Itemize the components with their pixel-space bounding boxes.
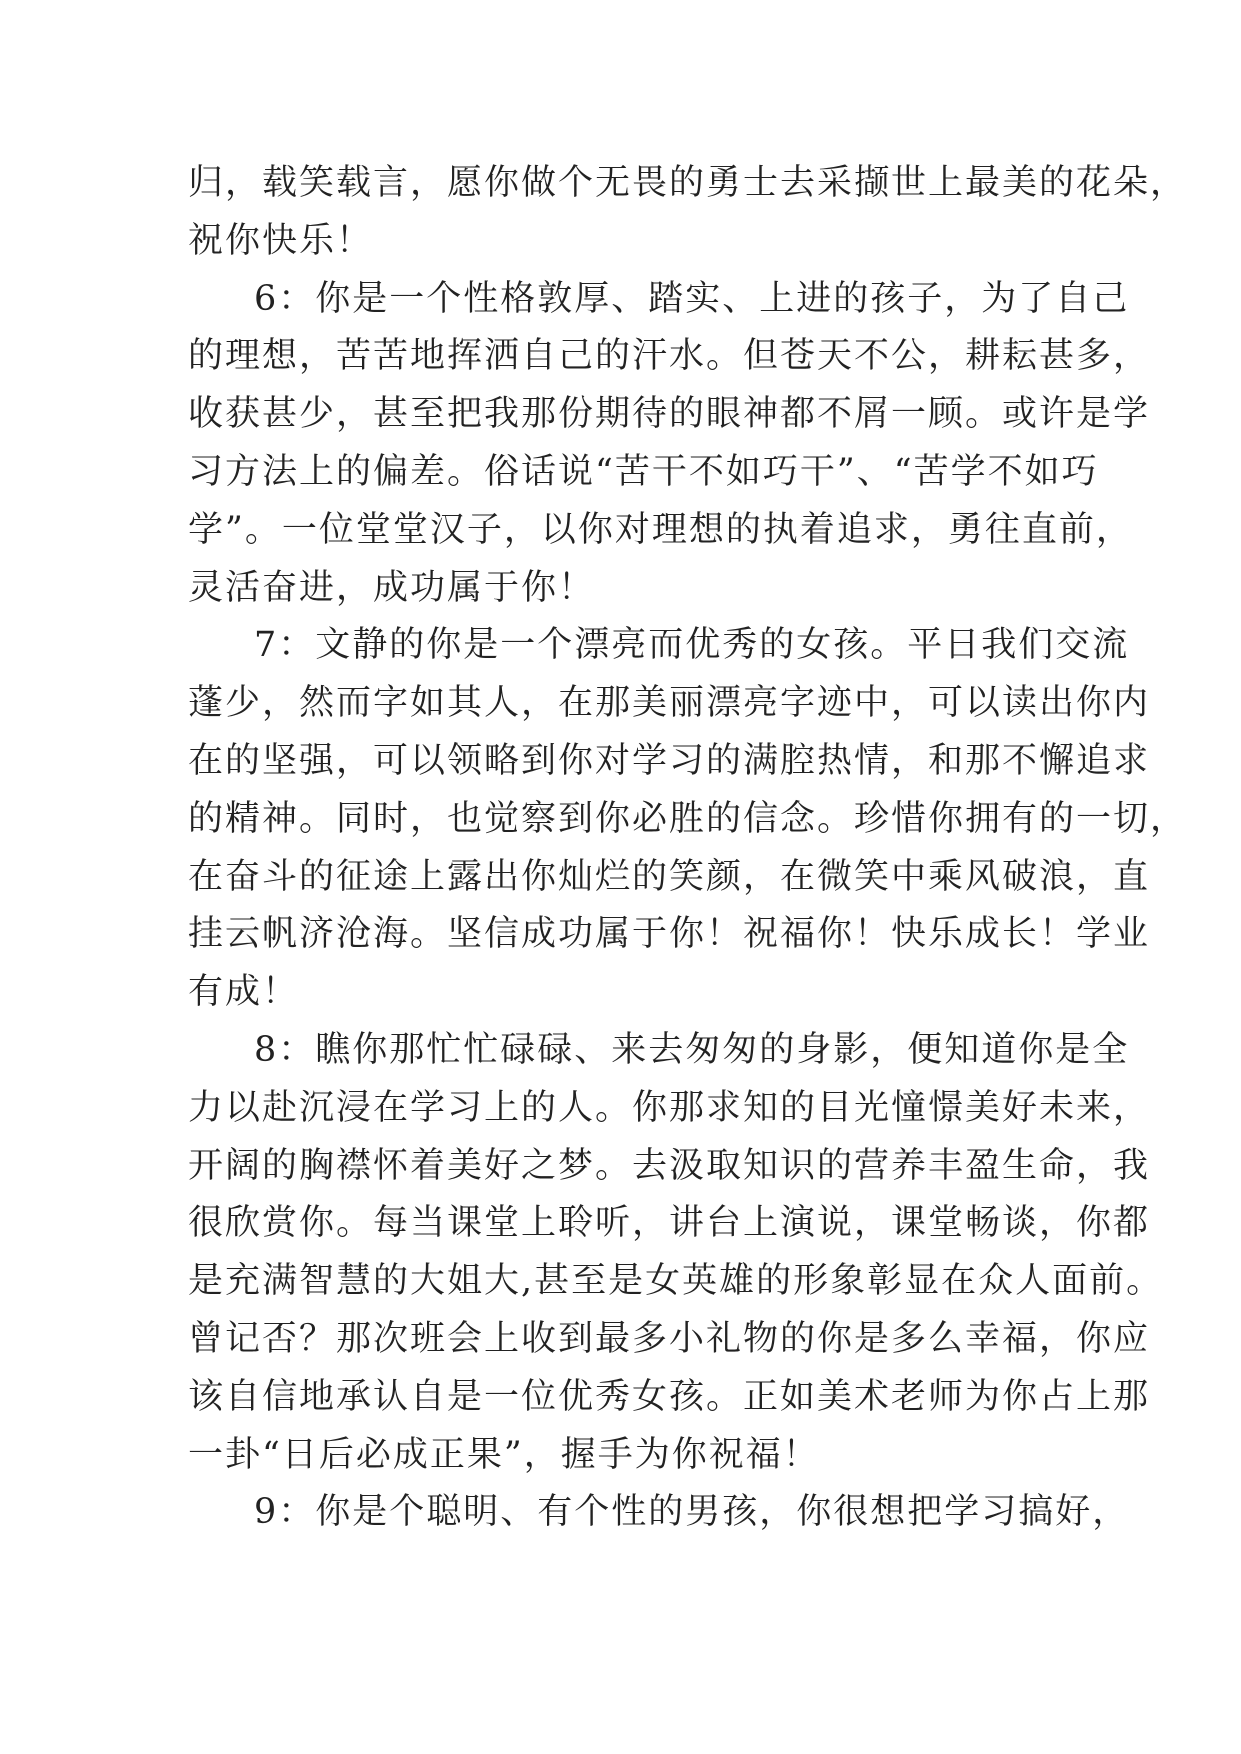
text-line: 蓬少，然而字如其人，在那美丽漂亮字迹中，可以读出你内 bbox=[188, 683, 1151, 724]
text-line: 该自信地承认自是一位优秀女孩。正如美术老师为你占上那 bbox=[188, 1376, 1151, 1417]
paragraph-start-line: 6：你是一个性格敦厚、踏实、上进的孩子，为了自己 bbox=[254, 278, 1130, 319]
text-line: 收获甚少，甚至把我那份期待的眼神都不屑一顾。或许是学 bbox=[188, 394, 1151, 435]
body-text bbox=[188, 155, 1188, 1542]
text-line: 是充满智慧的大姐大,甚至是女英雄的形象彰显在众人面前。 bbox=[188, 1261, 1164, 1302]
text-line: 祝你快乐！ bbox=[188, 220, 374, 261]
text-line: 的精神。同时，也觉察到你必胜的信念。珍惜你拥有的一切， bbox=[188, 798, 1188, 839]
text-line: 习方法上的偏差。俗话说“苦干不如巧干”、“苦学不如巧 bbox=[188, 451, 1099, 492]
text-line: 的理想，苦苦地挥洒自己的汗水。但苍天不公，耕耘甚多， bbox=[188, 336, 1151, 377]
text-line: 力以赴沉浸在学习上的人。你那求知的目光憧憬美好未来， bbox=[188, 1087, 1151, 1128]
text-line: 挂云帆济沧海。坚信成功属于你！祝福你！快乐成长！学业 bbox=[188, 914, 1151, 955]
text-line: 一卦“日后必成正果”，握手为你祝福！ bbox=[188, 1434, 820, 1475]
text-line: 有成！ bbox=[188, 972, 300, 1013]
text-line: 灵活奋进，成功属于你！ bbox=[188, 567, 596, 608]
paragraph-start-line: 7：文静的你是一个漂亮而优秀的女孩。平日我们交流 bbox=[254, 625, 1130, 666]
paragraph-start-line: 9：你是个聪明、有个性的男孩，你很想把学习搞好， bbox=[254, 1492, 1130, 1533]
text-line: 开阔的胸襟怀着美好之梦。去汲取知识的营养丰盈生命，我 bbox=[188, 1145, 1151, 1186]
paragraph-start-line: 8：瞧你那忙忙碌碌、来去匆匆的身影，便知道你是全 bbox=[254, 1029, 1130, 1070]
text-line: 曾记否？那次班会上收到最多小礼物的你是多么幸福，你应 bbox=[188, 1318, 1151, 1359]
text-line: 归，载笑载言，愿你做个无畏的勇士去采撷世上最美的花朵， bbox=[188, 163, 1188, 203]
text-line: 在奋斗的征途上露出你灿烂的笑颜，在微笑中乘风破浪，直 bbox=[188, 856, 1151, 897]
text-line: 很欣赏你。每当课堂上聆听，讲台上演说，课堂畅谈，你都 bbox=[188, 1203, 1151, 1244]
text-line: 在的坚强，可以领略到你对学习的满腔热情，和那不懈追求 bbox=[188, 740, 1151, 781]
text-line: 学”。一位堂堂汉子，以你对理想的执着追求，勇往直前， bbox=[188, 509, 1133, 550]
